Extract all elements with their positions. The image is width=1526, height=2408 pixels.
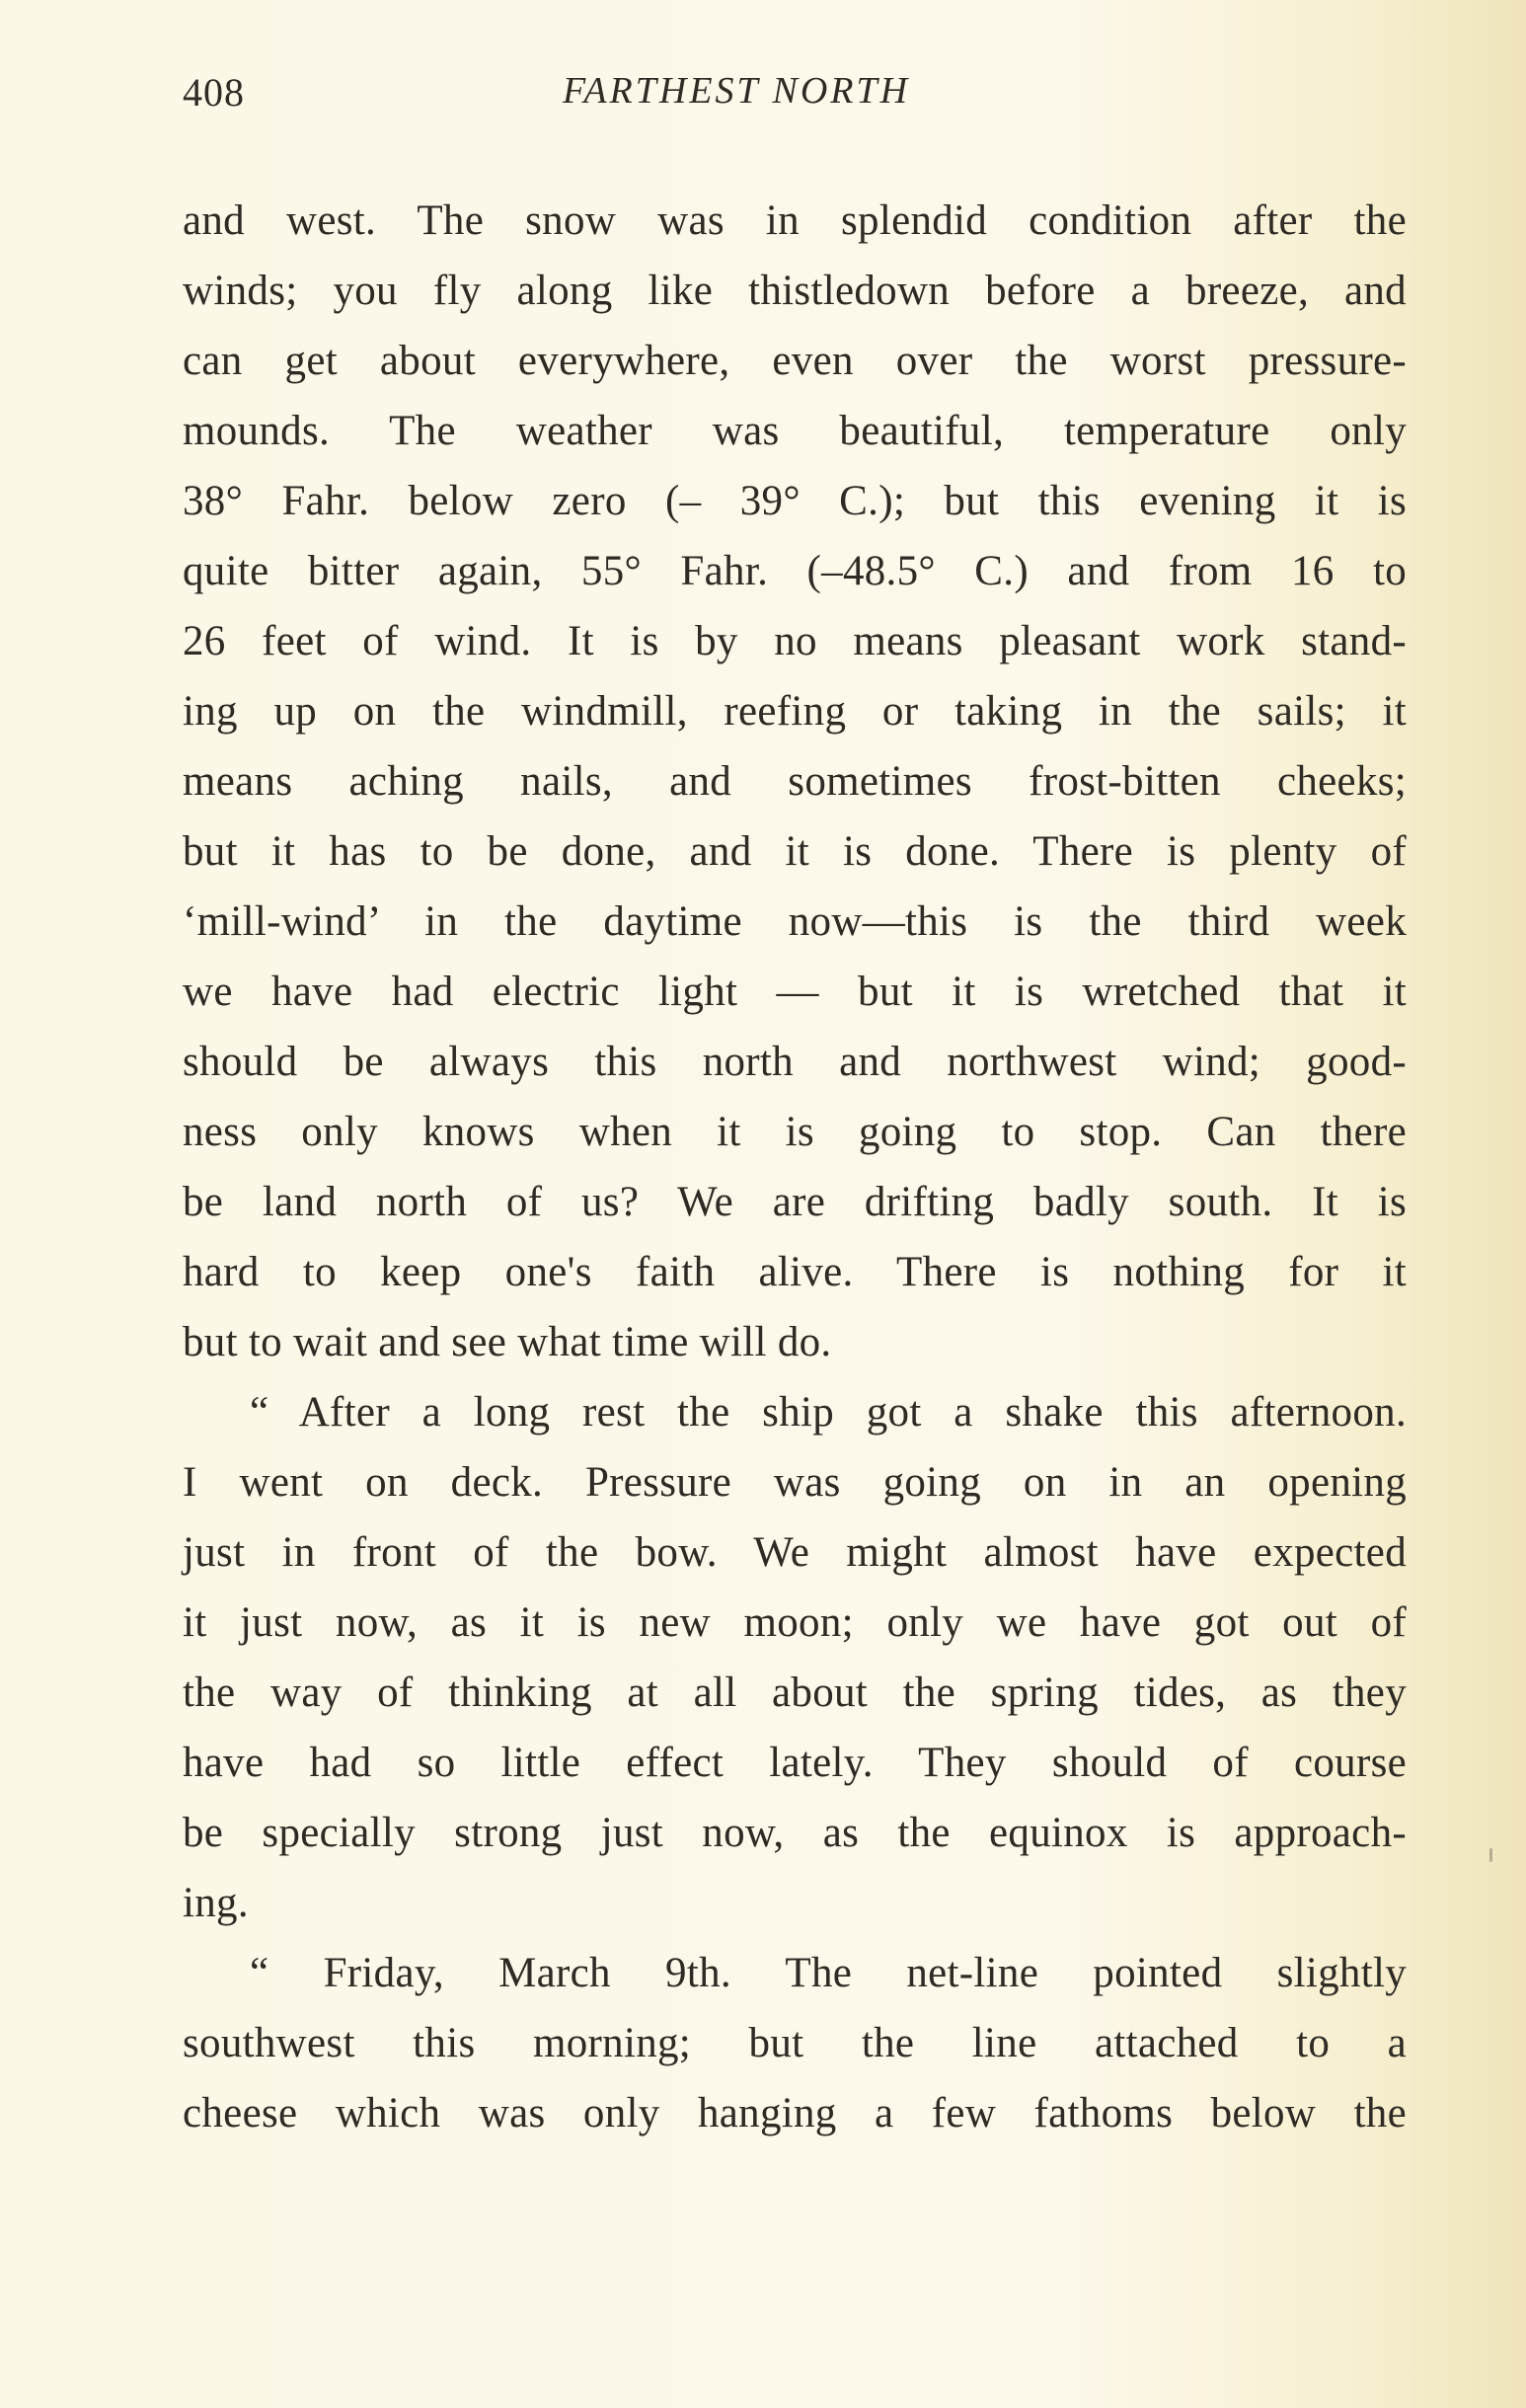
text-line: it just now, as it is new moon; only we have got out of bbox=[183, 1599, 1407, 1646]
paper-fleck bbox=[1489, 1848, 1492, 1862]
text-line: ‘mill-wind’ in the daytime now—this is the third week bbox=[183, 898, 1407, 945]
text-line: “ After a long rest the ship got a shake this afternoon. bbox=[250, 1389, 1407, 1436]
text-line: and west. The snow was in splendid condition after the bbox=[183, 197, 1407, 244]
text-line: have had so little effect lately. They should of course bbox=[183, 1740, 1407, 1786]
text-line: 26 feet of wind. It is by no means pleasant work stand- bbox=[183, 618, 1407, 664]
page-header bbox=[183, 69, 1407, 128]
text-line: be specially strong just now, as the equinox is approach- bbox=[183, 1810, 1407, 1856]
text-line: ing. bbox=[183, 1880, 249, 1926]
text-line: hard to keep one's faith alive. There is nothing for it bbox=[183, 1249, 1407, 1295]
text-line: ness only knows when it is going to stop. Can there bbox=[183, 1109, 1407, 1155]
text-line: be land north of us? We are drifting badly south. It is bbox=[183, 1179, 1407, 1225]
text-line: can get about everywhere, even over the worst pressure- bbox=[183, 338, 1407, 384]
text-line: 38° Fahr. below zero (– 39° C.); but this evening it is bbox=[183, 478, 1407, 524]
text-line: southwest this morning; but the line attached to a bbox=[183, 2020, 1407, 2066]
running-head: FARTHEST NORTH bbox=[563, 70, 911, 112]
text-line: quite bitter again, 55° Fahr. (–48.5° C.) and from 16 to bbox=[183, 548, 1407, 594]
text-line: cheese which was only hanging a few fathoms below the bbox=[183, 2090, 1407, 2136]
text-line: just in front of the bow. We might almost have expected bbox=[183, 1529, 1407, 1576]
text-line: but it has to be done, and it is done. There is plenty of bbox=[183, 828, 1407, 875]
page-number: 408 bbox=[183, 70, 245, 115]
text-line: should be always this north and northwest wind; good- bbox=[183, 1039, 1407, 1085]
text-line: we have had electric light — but it is wretched that it bbox=[183, 969, 1407, 1015]
body-text bbox=[183, 186, 1407, 2148]
text-line: “ Friday, March 9th. The net-line pointed slightly bbox=[250, 1950, 1407, 1996]
text-line: ing up on the windmill, reefing or taking in the sails; it bbox=[183, 688, 1407, 735]
text-line: the way of thinking at all about the spring tides, as they bbox=[183, 1670, 1407, 1716]
text-line: but to wait and see what time will do. bbox=[183, 1319, 832, 1365]
text-line: I went on deck. Pressure was going on in an opening bbox=[183, 1459, 1407, 1506]
text-line: winds; you fly along like thistledown before a breeze, and bbox=[183, 268, 1407, 314]
text-line: means aching nails, and sometimes frost-bitten cheeks; bbox=[183, 758, 1407, 805]
text-line: mounds. The weather was beautiful, temperature only bbox=[183, 408, 1407, 454]
